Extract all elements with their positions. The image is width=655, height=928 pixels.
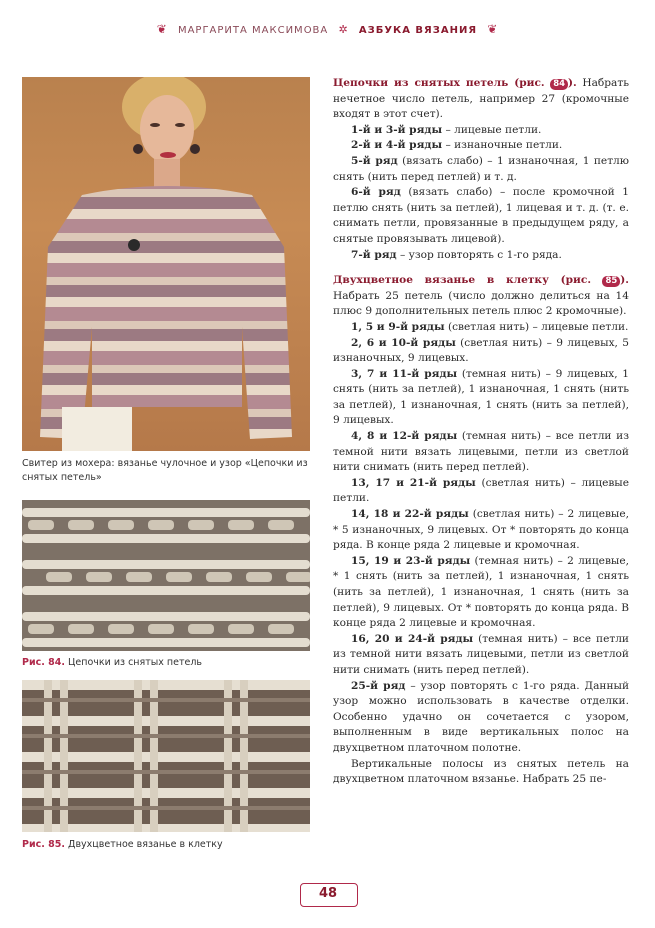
- separator-icon: ✲: [338, 23, 349, 36]
- book-title: АЗБУКА ВЯЗАНИЯ: [358, 25, 478, 36]
- row-instruction: [333, 476, 629, 507]
- section-2-rows: [333, 320, 629, 757]
- row-instruction: [333, 123, 629, 139]
- row-label: 1-й и 3-й ряды: [351, 123, 443, 136]
- row-text: – лицевые петли.: [442, 123, 542, 136]
- row-text: (темная нить) – 9 лицевых, 1 снять (нить за петлей), 1 изнаночная, 1 снять (нить за петлей), 1 изнаночная, 1 снять (нить за петлей), 9 лицевых.: [333, 367, 629, 427]
- running-header: [0, 22, 655, 36]
- section-1-heading-end: ).: [568, 77, 577, 89]
- row-label: 7-й ряд: [351, 248, 397, 261]
- row-text: – изнаночные петли.: [442, 139, 563, 152]
- row-instruction: [333, 138, 629, 154]
- figure-85-image: [22, 680, 310, 832]
- row-instruction: [333, 507, 629, 554]
- section-1-fig-ref: 84: [550, 79, 568, 90]
- section-2-heading: Двухцветное вязанье в клетку (рис.: [333, 274, 592, 287]
- sweater-illustration: [22, 77, 310, 451]
- row-text: (вязать слабо) – 1 изнаночная, 1 петлю снять (нить перед петлей) и т. д.: [333, 154, 630, 183]
- author-name: МАРГАРИТА МАКСИМОВА: [177, 25, 329, 36]
- row-text: (светлая нить) – лицевые петли.: [333, 476, 629, 505]
- row-instruction: [333, 185, 629, 247]
- closing-paragraph: Вертикальные полосы из снятых петель на двухцветном платочном вязанье. Набрать 25 пе-: [333, 757, 629, 786]
- row-instruction: [333, 336, 629, 367]
- row-label: 15, 19 и 23-й ряды: [351, 554, 471, 567]
- figure-85-title: Двухцветное вязанье в клетку: [68, 839, 223, 850]
- sweater-photo: [22, 77, 310, 451]
- row-instruction: [333, 632, 629, 679]
- row-label: 2, 6 и 10-й ряды: [351, 336, 456, 349]
- section-2-heading-para: [333, 273, 629, 320]
- ornament-right-icon: ❦: [487, 22, 499, 36]
- section-1-heading: Цепочки из снятых петель (рис.: [333, 77, 545, 89]
- row-label: 2-й и 4-й ряды: [351, 139, 443, 152]
- row-text: (светлая нить) – 9 лицевых, 5 изнаночных, 9 лицевых.: [333, 336, 629, 365]
- section-2-intro: Набрать 25 петель (число должно делиться на 14 плюс 9 дополнительных петель плюс 2 кромочные).: [333, 289, 629, 318]
- row-text: (светлая нить) – лицевые петли.: [444, 320, 629, 333]
- row-label: 1, 5 и 9-й ряды: [351, 320, 445, 333]
- row-text: (вязать слабо) – после кромочной 1 петлю снять (нить за петлей), 1 лицевая и т. д. (т. е. снимать петли, провязанные в предыдущем ряду, а снятые провязывать лицевой).: [333, 186, 629, 245]
- row-instruction: [333, 320, 629, 336]
- section-1-intro: Набрать нечетное число петель, например 27 (кромочные входят в этот счет).: [333, 77, 629, 121]
- row-label: 6-й ряд: [351, 186, 401, 199]
- section-2-heading-end: ).: [620, 274, 629, 287]
- row-label: 5-й ряд: [351, 154, 398, 167]
- section-1-heading-para: [333, 76, 629, 123]
- text-column: [333, 76, 629, 788]
- row-label: 25-й ряд: [351, 679, 406, 692]
- figure-85-caption: [22, 838, 223, 852]
- figure-85-label: Рис. 85.: [22, 839, 65, 850]
- row-label: 13, 17 и 21-й ряды: [351, 476, 476, 489]
- row-text: (темная нить) – все петли из темной нити вязать лицевыми, петли из светлой нити снимать (нить перед петлей).: [333, 632, 629, 676]
- row-text: (светлая нить) – 2 лицевые, * 5 изнаночных, 9 лицевых. От * повторять до конца ряда. В конце ряда 2 лицевые и кромочная.: [333, 508, 629, 552]
- row-instruction: [333, 154, 629, 185]
- row-text: (темная нить) – все петли из темной нити вязать лицевыми, петли из светлой нити снимать (нить перед петлей).: [333, 430, 630, 474]
- row-instruction: [333, 679, 629, 757]
- ornament-left-icon: ❦: [156, 22, 168, 36]
- row-instruction: [333, 248, 629, 264]
- figure-84-label: Рис. 84.: [22, 657, 65, 668]
- row-label: 4, 8 и 12-й ряды: [351, 430, 458, 443]
- row-text: – узор повторять с 1-го ряда.: [396, 248, 562, 261]
- section-1-rows: [333, 123, 629, 263]
- row-text: – узор повторять с 1-го ряда. Данный узор можно использовать в качестве отделки. Особенно удачно он сочетается с узором, выполненным в виде вертикальных полос на двухцветном платочном полотне.: [333, 679, 630, 754]
- figure-84-caption: [22, 656, 202, 670]
- figure-84-image: [22, 500, 310, 651]
- section-2-fig-ref: 85: [602, 276, 620, 287]
- figure-84-title: Цепочки из снятых петель: [68, 657, 202, 668]
- row-instruction: [333, 367, 629, 429]
- photo-caption: Свитер из мохера: вязанье чулочное и узор «Цепочки из снятых петель»: [22, 458, 308, 483]
- row-instruction: [333, 554, 629, 632]
- row-text: (темная нить) – 2 лицевые, * 1 снять (нить за петлей), 1 изнаночная, 1 снять (нить за петлей), 1 изнаночная, 1 снять (нить за петлей), 9 лицевых. От * повторять до конца ряда. В конце ряда 2 лицевые и кромочная.: [333, 554, 629, 630]
- page-number: 48: [318, 886, 338, 901]
- row-instruction: [333, 429, 629, 476]
- row-label: 3, 7 и 11-й ряды: [351, 367, 458, 380]
- row-label: 16, 20 и 24-й ряды: [351, 632, 474, 645]
- row-label: 14, 18 и 22-й ряды: [351, 508, 469, 521]
